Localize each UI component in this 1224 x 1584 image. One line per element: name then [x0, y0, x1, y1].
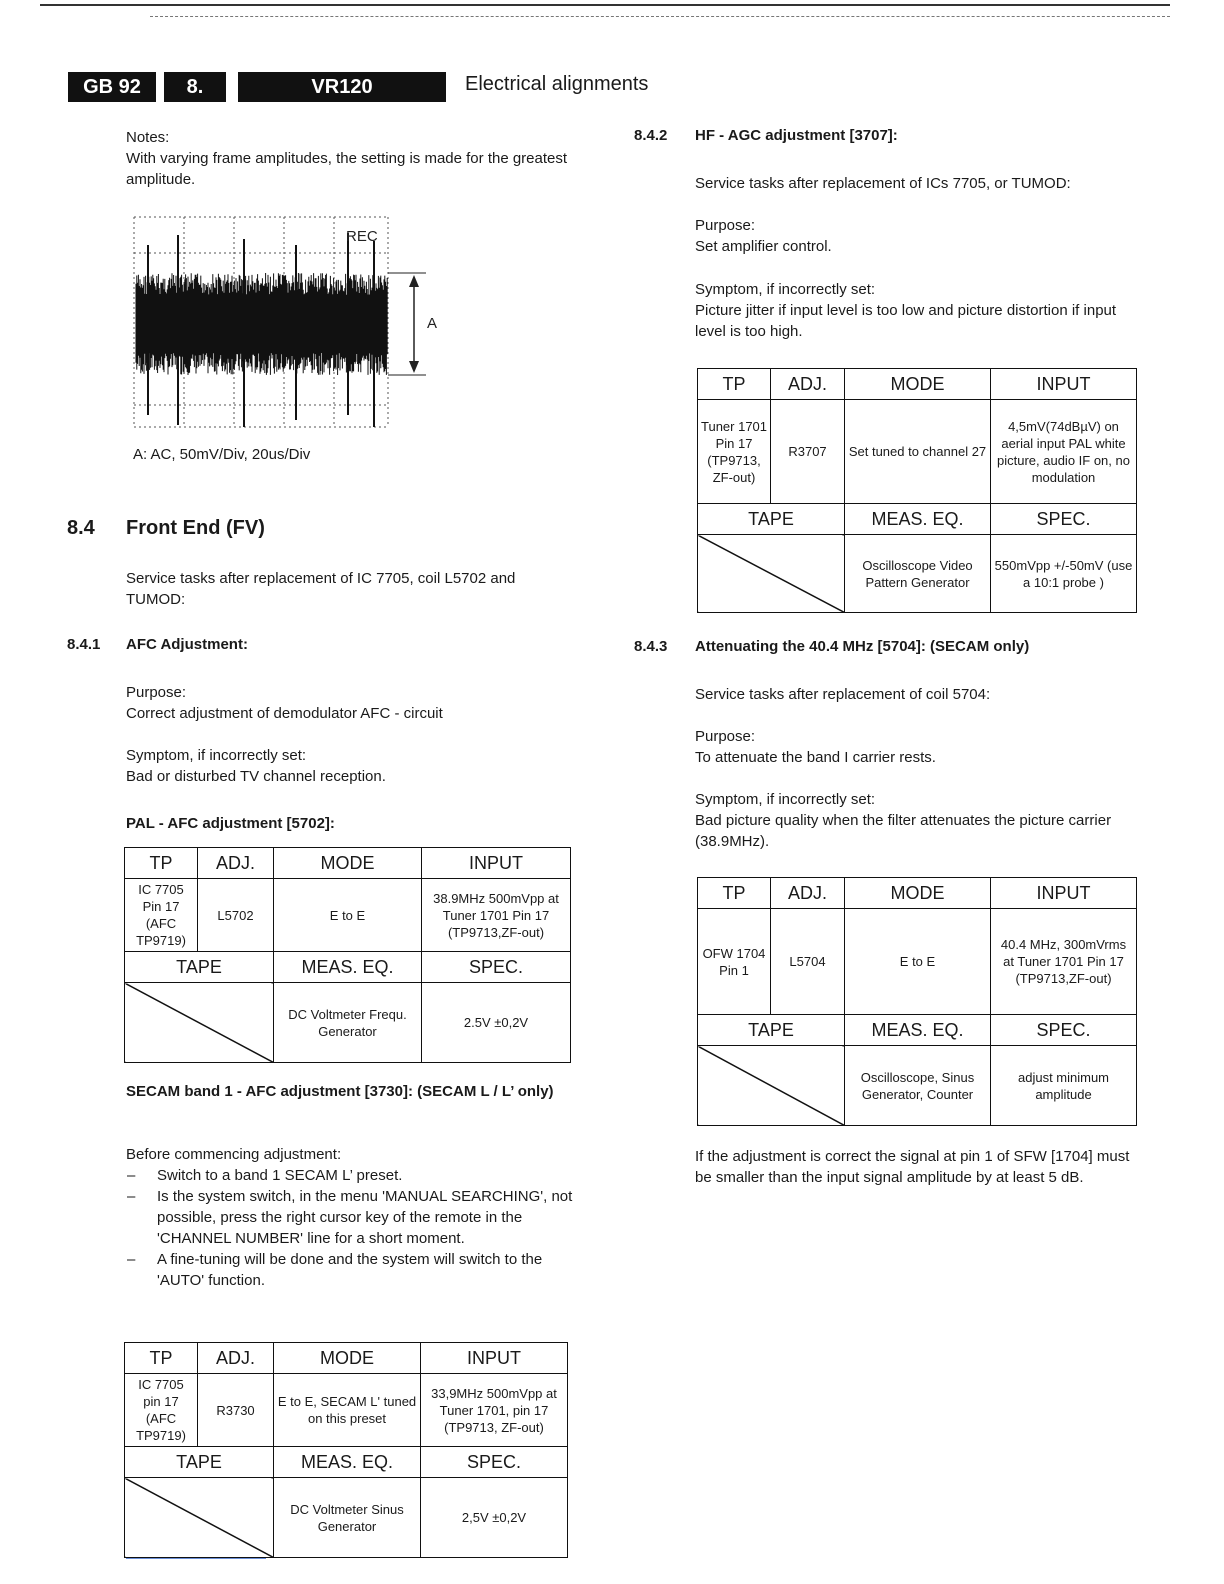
cell-meas: Oscilloscope Video Pattern Generator — [845, 535, 991, 613]
col-spec: SPEC. — [422, 952, 571, 983]
scope-noise — [136, 273, 387, 375]
col-tp: TP — [125, 848, 198, 879]
page-badge: GB 92 — [68, 72, 156, 102]
col-meas: MEAS. EQ. — [845, 504, 991, 535]
top-rule — [40, 4, 1170, 6]
col-mode: MODE — [845, 369, 991, 400]
col-adj: ADJ. — [771, 878, 845, 909]
hf-agc-table — [697, 368, 1137, 613]
cell-adj: R3730 — [198, 1374, 274, 1447]
att-table — [697, 877, 1137, 1126]
cell-tape-empty — [125, 983, 274, 1063]
cell-mode: E to E, SECAM L' tuned on this preset — [274, 1374, 421, 1447]
pal-afc-title: PAL - AFC adjustment [5702]: — [126, 815, 335, 832]
amp-arrow-up — [409, 275, 419, 287]
col-input: INPUT — [422, 848, 571, 879]
oscilloscope-figure — [126, 215, 456, 435]
col-mode: MODE — [274, 1343, 421, 1374]
cell-input: 38.9MHz 500mVpp at Tuner 1701 Pin 17 (TP9713,ZF-out) — [422, 879, 571, 952]
cell-mode: E to E — [845, 909, 991, 1015]
rec-label: REC — [346, 228, 378, 245]
att-footer-text: If the adjustment is correct the signal at pin 1 of SFW [1704] must be smaller than the input signal amplitude by at least 5 dB. — [695, 1148, 1130, 1186]
cell-mode: Set tuned to channel 27 — [845, 400, 991, 504]
afc-purpose-text: Correct adjustment of demodulator AFC - circuit — [126, 705, 443, 722]
secam-afc-table — [124, 1342, 568, 1558]
col-tape: TAPE — [698, 1015, 845, 1046]
afc-symptom-label: Symptom, if incorrectly set: — [126, 747, 307, 764]
afc-number: 8.4.1 — [67, 636, 101, 653]
cell-tp: OFW 1704 Pin 1 — [698, 909, 771, 1015]
amp-label: A — [427, 315, 438, 332]
col-input: INPUT — [421, 1343, 568, 1374]
col-tape: TAPE — [125, 1447, 274, 1478]
cell-input: 4,5mV(74dBµV) on aerial input PAL white picture, audio IF on, no modulation — [991, 400, 1137, 504]
cell-adj: R3707 — [771, 400, 845, 504]
cell-meas: DC Voltmeter Frequ. Generator — [274, 983, 422, 1063]
cell-input: 33,9MHz 500mVpp at Tuner 1701, pin 17 (TP9713, ZF-out) — [421, 1374, 568, 1447]
cell-tp: IC 7705 Pin 17 (AFC TP9719) — [125, 879, 198, 952]
model-badge: VR120 — [238, 72, 446, 102]
col-tp: TP — [698, 369, 771, 400]
top-dashed-rule — [150, 16, 1170, 17]
cell-spec: 550mVpp +/-50mV (use a 10:1 probe ) — [991, 535, 1137, 613]
col-meas: MEAS. EQ. — [845, 1015, 991, 1046]
secam-afc-title: SECAM band 1 - AFC adjustment [3730]: (SECAM L / L’ only) — [126, 1083, 554, 1100]
hf-intro: Service tasks after replacement of ICs 7705, or TUMOD: — [695, 175, 1071, 192]
col-adj: ADJ. — [198, 848, 274, 879]
att-number: 8.4.3 — [634, 638, 668, 655]
att-symptom-label: Symptom, if incorrectly set: — [695, 791, 876, 808]
afc-symptom-text: Bad or disturbed TV channel reception. — [126, 768, 386, 785]
amp-arrow-down — [409, 361, 419, 373]
col-tape: TAPE — [125, 952, 274, 983]
pal-afc-table — [124, 847, 571, 1063]
col-meas: MEAS. EQ. — [274, 1447, 421, 1478]
col-spec: SPEC. — [991, 504, 1137, 535]
hf-number: 8.4.2 — [634, 127, 668, 144]
hf-symptom-text: Picture jitter if input level is too low and picture distortion if input level is too high. — [695, 302, 1117, 340]
col-mode: MODE — [845, 878, 991, 909]
step-item: – A fine-tuning will be done and the system will switch to the 'AUTO' function. — [127, 1249, 575, 1291]
notes-text: With varying frame amplitudes, the setting is made for the greatest amplitude. — [126, 150, 568, 188]
page-title: Electrical alignments — [465, 73, 649, 95]
cell-spec: 2.5V ±0,2V — [422, 983, 571, 1063]
scope-caption: A: AC, 50mV/Div, 20us/Div — [133, 446, 311, 463]
hf-purpose-text: Set amplifier control. — [695, 238, 832, 255]
chapter-badge: 8. — [164, 72, 226, 102]
afc-title: AFC Adjustment: — [126, 636, 248, 653]
cell-spec: adjust minimum amplitude — [991, 1046, 1137, 1126]
notes-label: Notes: — [126, 129, 170, 146]
cell-adj: L5702 — [198, 879, 274, 952]
col-tp: TP — [698, 878, 771, 909]
cell-tp: IC 7705 pin 17 (AFC TP9719) — [125, 1374, 198, 1447]
cell-adj: L5704 — [771, 909, 845, 1015]
col-mode: MODE — [274, 848, 422, 879]
col-adj: ADJ. — [198, 1343, 274, 1374]
section-number: 8.4 — [67, 517, 95, 539]
section-intro: Service tasks after replacement of IC 7705, coil L5702 and TUMOD: — [126, 570, 516, 608]
col-spec: SPEC. — [421, 1447, 568, 1478]
afc-purpose-label: Purpose: — [126, 684, 187, 701]
step-item: – Switch to a band 1 SECAM L’ preset. — [127, 1165, 575, 1186]
cell-tp: Tuner 1701 Pin 17 (TP9713, ZF-out) — [698, 400, 771, 504]
att-purpose-label: Purpose: — [695, 728, 756, 745]
cell-meas: DC Voltmeter Sinus Generator — [274, 1478, 421, 1558]
scope-signal — [136, 233, 387, 427]
att-title: Attenuating the 40.4 MHz [5704]: (SECAM only) — [695, 638, 1030, 655]
cell-tape-empty — [698, 535, 845, 613]
cell-tape-empty — [125, 1478, 274, 1558]
col-input: INPUT — [991, 878, 1137, 909]
att-purpose-text: To attenuate the band I carrier rests. — [695, 749, 936, 766]
col-adj: ADJ. — [771, 369, 845, 400]
col-meas: MEAS. EQ. — [274, 952, 422, 983]
steps-list — [127, 1165, 575, 1291]
hf-symptom-label: Symptom, if incorrectly set: — [695, 281, 876, 298]
cell-meas: Oscilloscope, Sinus Generator, Counter — [845, 1046, 991, 1126]
att-symptom-text: Bad picture quality when the filter attenuates the picture carrier (38.9MHz). — [695, 812, 1112, 850]
col-spec: SPEC. — [991, 1015, 1137, 1046]
section-title: Front End (FV) — [126, 517, 265, 539]
cell-mode: E to E — [274, 879, 422, 952]
hf-purpose-label: Purpose: — [695, 217, 756, 234]
bottom-rule — [126, 1558, 266, 1559]
col-tape: TAPE — [698, 504, 845, 535]
cell-spec: 2,5V ±0,2V — [421, 1478, 568, 1558]
cell-tape-empty — [698, 1046, 845, 1126]
col-input: INPUT — [991, 369, 1137, 400]
hf-title: HF - AGC adjustment [3707]: — [695, 127, 898, 144]
att-intro: Service tasks after replacement of coil 5704: — [695, 686, 991, 703]
step-item: – Is the system switch, in the menu 'MANUAL SEARCHING', not possible, press the right cursor key of the remote in the 'CHANNEL NUMBER' line for a short moment. — [127, 1186, 575, 1249]
before-label: Before commencing adjustment: — [126, 1146, 342, 1163]
col-tp: TP — [125, 1343, 198, 1374]
cell-input: 40.4 MHz, 300mVrms at Tuner 1701 Pin 17 (TP9713,ZF-out) — [991, 909, 1137, 1015]
